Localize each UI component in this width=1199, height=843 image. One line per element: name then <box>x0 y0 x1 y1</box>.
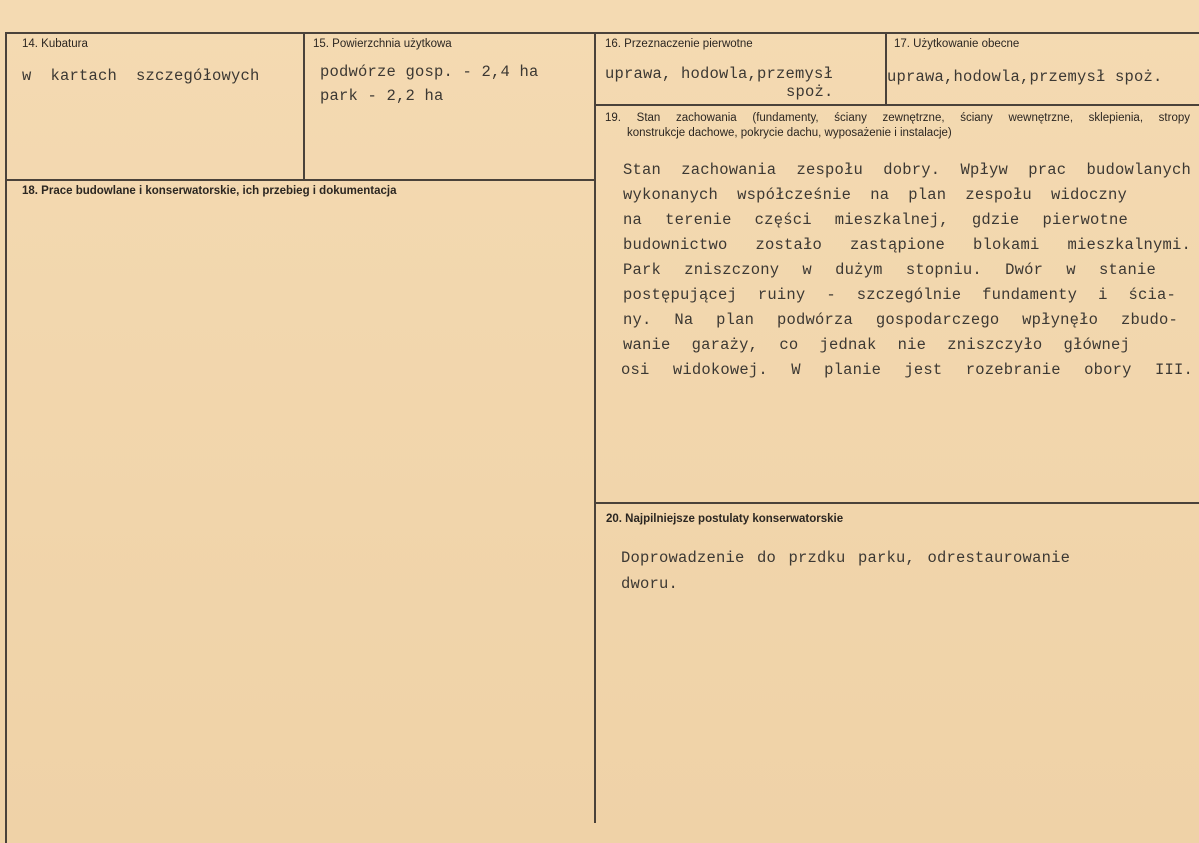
field-20-label: 20. Najpilniejsze postulaty konserwatorskie <box>606 513 844 525</box>
field-17-value: uprawa,hodowla,przemysł spoż. <box>887 68 1163 86</box>
field-16-line-1: uprawa, hodowla,przemysł <box>605 65 834 83</box>
field-19-line-1: Stan zachowania zespołu dobry. Wpływ prac budowlanych <box>623 161 1191 179</box>
rule-mid-left <box>6 179 596 181</box>
field-18-label: 18. Prace budowlane i konserwatorskie, ich przebieg i dokumentacja <box>22 185 397 197</box>
field-19-line-5: Park zniszczony w dużym stopniu. Dwór w stanie <box>623 261 1156 279</box>
field-19-line-2: wykonanych współcześnie na plan zespołu widoczny <box>623 186 1127 204</box>
rule-under-16-17 <box>596 104 1199 106</box>
field-19-line-9: osi widokowej. W planie jest rozebranie obory III. <box>621 361 1193 379</box>
field-14-label: 14. Kubatura <box>22 38 88 50</box>
field-17-label: 17. Użytkowanie obecne <box>894 38 1020 50</box>
rule-14-15 <box>303 32 305 180</box>
field-19-line-3: na terenie części mieszkalnej, gdzie pierwotne <box>623 211 1128 229</box>
rule-left-edge <box>5 32 7 843</box>
field-19-label-line-1: 19. Stan zachowania (fundamenty, ściany zewnętrzne, ściany wewnętrzne, sklepienia, stropy <box>605 112 1190 124</box>
field-16-line-2: spoż. <box>786 83 834 101</box>
rule-above-20 <box>596 502 1199 504</box>
field-19-label-line-2: konstrukcje dachowe, pokrycie dachu, wyposażenie i instalacje) <box>627 127 952 139</box>
field-19-text <box>623 158 1191 383</box>
rule-center <box>594 32 596 823</box>
field-19-line-4: budownictwo zostało zastąpione blokami mieszkalnymi. <box>623 236 1191 254</box>
field-19-line-6: postępującej ruiny - szczególnie fundamenty i ścia- <box>623 286 1176 304</box>
field-15-line-1: podwórze gosp. - 2,4 ha <box>320 63 539 81</box>
field-20-line-1: Doprowadzenie do przdku parku, odrestaurowanie <box>621 549 1071 567</box>
field-14-value: w kartach szczegółowych <box>22 67 260 85</box>
field-15-label: 15. Powierzchnia użytkowa <box>313 38 452 50</box>
field-15-line-2: park - 2,2 ha <box>320 87 444 105</box>
field-19-line-7: ny. Na plan podwórza gospodarczego wpłynęło zbudo- <box>623 311 1178 329</box>
field-19-line-8: wanie garaży, co jednak nie zniszczyło głównej <box>623 336 1130 354</box>
field-16-label: 16. Przeznaczenie pierwotne <box>605 38 753 50</box>
rule-top <box>6 32 1199 34</box>
field-20-line-2: dworu. <box>621 575 679 593</box>
